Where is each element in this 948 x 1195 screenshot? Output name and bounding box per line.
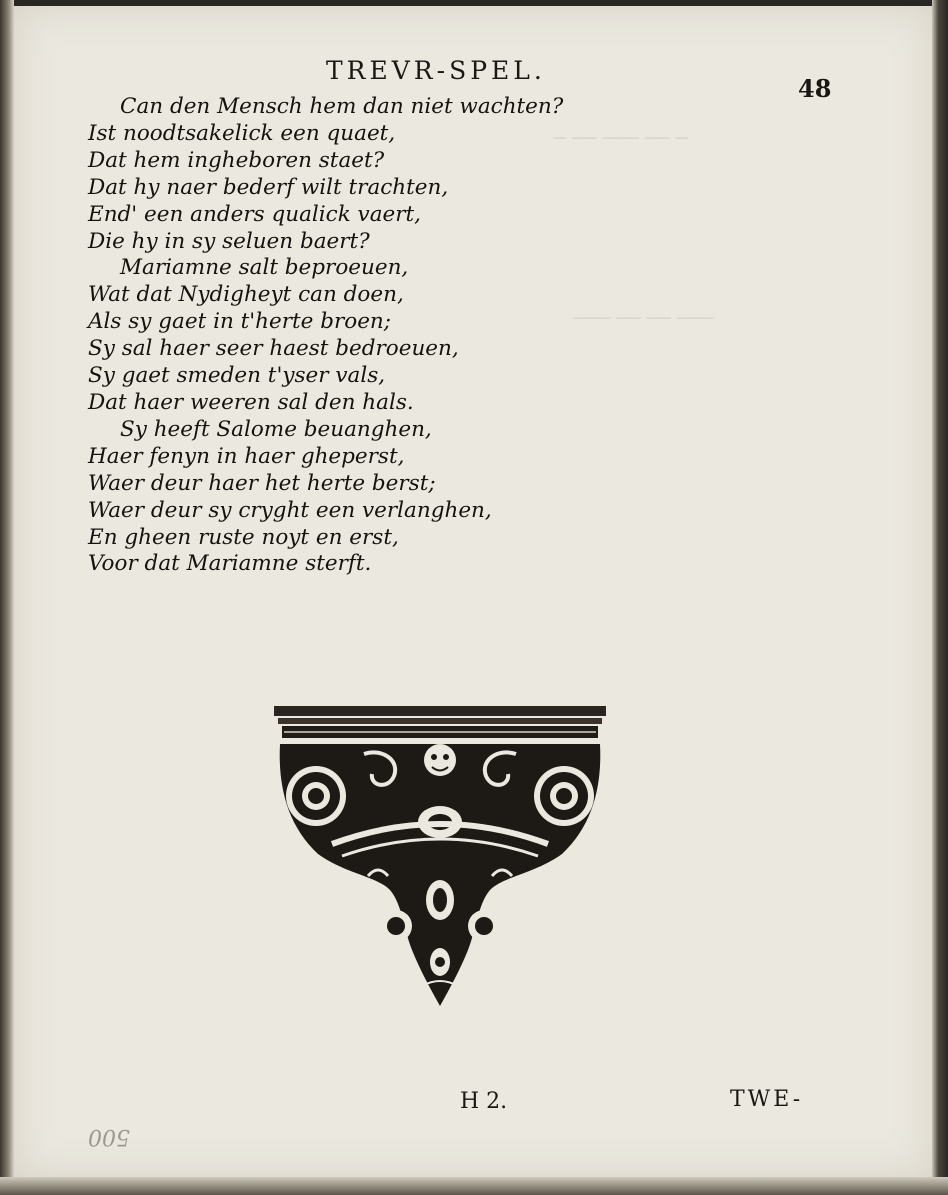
verse-line: Wat dat Nydigheyt can doen,	[88, 282, 404, 308]
verse-line: Sy heeft Salome beuanghen,	[120, 416, 432, 442]
verse-line: Sy gaet smeden t'yser vals,	[88, 363, 386, 389]
signature-mark: H 2.	[460, 1089, 508, 1114]
verse-line: Dat hy naer bederf wilt trachten,	[88, 174, 449, 200]
verse-block	[88, 94, 788, 578]
verse-line: Die hy in sy seluen baert?	[88, 228, 370, 254]
handwritten-note: 500	[88, 1124, 130, 1149]
verse-line: Haer fenyn in haer gheperst,	[88, 443, 405, 469]
right-page-edge	[932, 0, 948, 1195]
verse-line: Dat hem ingheboren staet?	[88, 147, 385, 173]
book-page	[14, 6, 932, 1178]
catchword: TWE-	[730, 1087, 804, 1112]
tailpiece-ornament-icon	[272, 704, 608, 1008]
verse-line: Dat haer weeren sal den hals.	[88, 389, 414, 415]
bottom-page-edge	[0, 1177, 948, 1195]
show-through-text: ─ ── ─── ── ─	[554, 126, 688, 150]
verse-line: Waer deur sy cryght een verlanghen,	[88, 497, 492, 523]
page-number: 48	[798, 74, 832, 103]
verse-line: En gheen ruste noyt en erst,	[88, 524, 399, 550]
verse-line: Can den Mensch hem dan niet wachten?	[120, 94, 564, 119]
previous-page-edge	[0, 0, 14, 1195]
verse-line: End' een anders qualick vaert,	[88, 201, 421, 227]
verse-line: Als sy gaet in t'herte broen;	[88, 309, 392, 335]
running-head: TREVR-SPEL.	[326, 56, 546, 85]
verse-line: Waer deur haer het herte berst;	[88, 470, 436, 496]
verse-line: Ist noodtsakelick een quaet,	[88, 120, 396, 146]
verse-line: Sy sal haer seer haest bedroeuen,	[88, 336, 459, 362]
show-through-text: ─── ── ── ───	[574, 306, 714, 330]
verse-line: Mariamne salt beproeuen,	[120, 255, 409, 281]
verse-line: Voor dat Mariamne sterft.	[88, 551, 372, 577]
